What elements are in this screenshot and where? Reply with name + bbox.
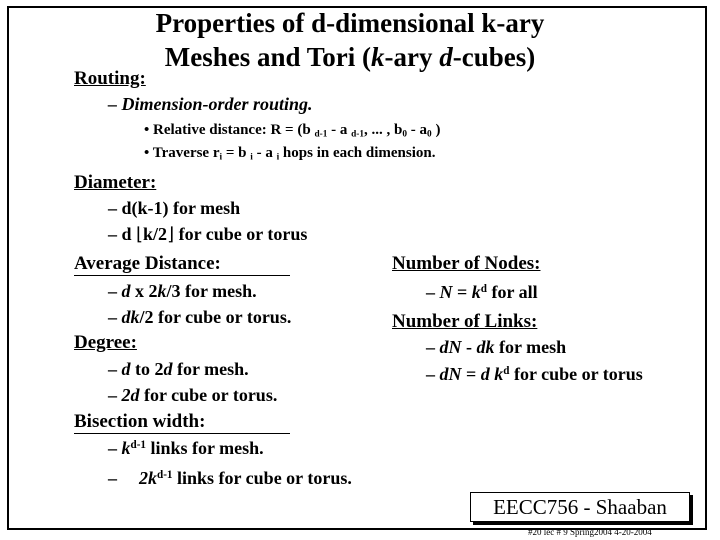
degree-item-torus: – 2d for cube or torus. bbox=[108, 385, 278, 405]
diameter-item-torus: – d ⌊k/2⌋ for cube or torus bbox=[108, 224, 308, 244]
course-badge: EECC756 - Shaaban bbox=[470, 492, 690, 522]
number-of-nodes-item: – $N = k^d$ for all bbox=[426, 282, 538, 302]
average-distance-mesh: – d x 2k/3 for mesh. bbox=[108, 281, 257, 301]
number-of-links-torus: – dN = d $k^d$ for cube or torus bbox=[426, 364, 643, 384]
bisection-item-mesh: – $k^{d-1}$ links for mesh. bbox=[108, 438, 264, 458]
slide-footer: #20 lec # 9 Spring2004 4-20-2004 bbox=[528, 527, 652, 537]
number-of-links-mesh: – dN - dk for mesh bbox=[426, 337, 567, 357]
degree-item-mesh: – d to 2d for mesh. bbox=[108, 359, 249, 379]
number-of-nodes-header: Number of Nodes: bbox=[392, 253, 541, 274]
diameter-header: Diameter: bbox=[74, 172, 157, 193]
bisection-width-header: Bisection width: bbox=[74, 411, 290, 434]
degree-header: Degree: bbox=[74, 332, 137, 353]
number-of-links-header: Number of Links: bbox=[392, 311, 538, 332]
slide-title-line1: Properties of d-dimensional k-ary bbox=[155, 8, 545, 38]
bisection-item-torus: – $2k^{d-1}$ links for cube or torus. bbox=[108, 468, 352, 488]
slide-title-line2: Meshes and Tori (k-ary d-cubes) bbox=[164, 42, 536, 72]
routing-bullet-traverse: • Traverse $r_i = b$ $_i$ - a $_i$ hops in each dimension. bbox=[144, 145, 436, 163]
routing-bullet-relative-distance: • Relative distance: R = (b $_{d-1}$ - a $_{d-1}$, ... , $b_0 - a_0$ ) bbox=[144, 122, 441, 140]
routing-item: – Dimension-order routing. bbox=[108, 94, 313, 114]
routing-header: Routing: bbox=[74, 68, 146, 89]
diameter-item-mesh: – d(k-1) for mesh bbox=[108, 198, 241, 218]
average-distance-torus: – dk/2 for cube or torus. bbox=[108, 307, 292, 327]
average-distance-header: Average Distance: bbox=[74, 253, 290, 276]
